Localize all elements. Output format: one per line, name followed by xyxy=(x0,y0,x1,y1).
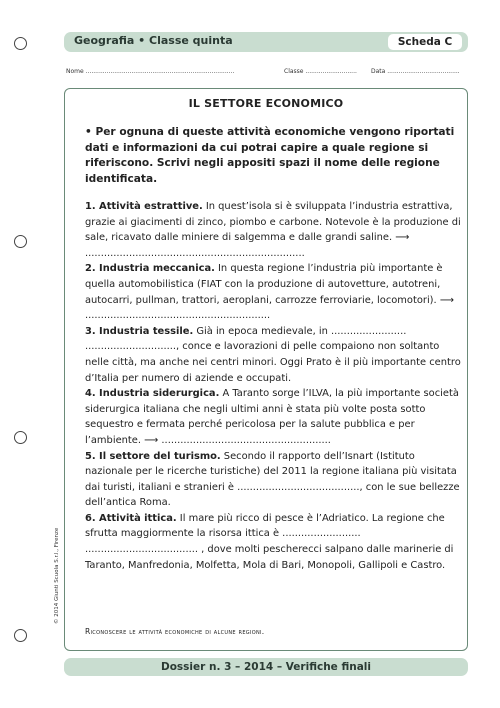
item-text: Già in epoca medievale, in ........................ ............................., conce e lavorazioni di pelle compaiono non soltanto nelle città, ma anche nei centri minori. Oggi Prato è il più importante centro d’Italia per numero di aziende e occupati. xyxy=(85,325,461,384)
exercise-item-3 xyxy=(85,324,461,386)
copyright-note: © 2014 Giunti Scuola S.r.l., Firenze xyxy=(54,527,60,624)
item-text: In quest’isola si è sviluppata l’industria estrattiva, grazie ai giacimenti di zinco, piombo e carbone. Notevole è la produzione di sale, ricavato dalle miniere di salgemma e dalle grandi saline. ⟶ ...................................................................... xyxy=(85,201,461,259)
binder-hole-upper-middle xyxy=(14,235,27,248)
worksheet-title: IL SETTORE ECONOMICO xyxy=(188,97,344,110)
footer-label: Dossier n. 3 – 2014 – Verifiche finali xyxy=(160,661,371,673)
item-label: 1. Attività estrattive. xyxy=(85,201,203,212)
class-field[interactable]: Classe ........................... xyxy=(284,68,357,75)
exercise-item-4 xyxy=(85,386,461,448)
page-footer xyxy=(64,658,468,676)
item-text: Il mare più ricco di pesce è l’Adriatico. La regione che sfrutta maggiormente la risorsa ittica è ......................... .................................... , dove molti pescherecci salpano dalle marinerie di Taranto, Manfredonia, Molfetta, Mola di Bari, Monopoli, Gallipoli e Castro. xyxy=(85,512,454,571)
subject-label: Geografia • Classe quinta xyxy=(74,34,233,47)
instruction-text: • Per ognuna di queste attività economiche vengono riportati dati e informazioni da cui potrai capire a quale regione si riferiscono. Scrivi negli appositi spazi il nome delle regione identificata. xyxy=(85,126,455,185)
item-text: Secondo il rapporto dell’Isnart (Istituto nazionale per le ricerche turistiche) del 2011 la regione italiana più visitata dai turisti, italiani e stranieri è ......................................., con le sue bellezze dell’antica Roma. xyxy=(85,450,460,509)
binder-hole-top xyxy=(14,37,27,50)
exercise-list xyxy=(85,199,461,573)
worksheet-frame xyxy=(64,88,468,651)
scheda-badge: Scheda C xyxy=(388,34,462,50)
learning-objective: Riconoscere le attività economiche di alcune regioni. xyxy=(85,627,265,636)
page-header xyxy=(64,32,468,52)
item-label: 3. Industria tessile. xyxy=(85,325,194,337)
exercise-item-6 xyxy=(85,511,461,573)
name-field[interactable]: Nome .............................................................................. xyxy=(66,68,235,75)
item-label: 5. Il settore del turismo. xyxy=(85,450,221,462)
item-text: In questa regione l’industria più importante è quella automobilistica (FIAT con la produzione di autovetture, autotreni, autocarri, pullman, trattori, aeroplani, carrozze ferroviarie, locomotori). ⟶ ........................................................... xyxy=(85,263,454,322)
binder-hole-lower-middle xyxy=(14,431,27,444)
exercise-item-5 xyxy=(85,449,461,511)
item-text: A Taranto sorge l’ILVA, la più importante società siderurgica italiana che negli ultimi anni è stata più volte posta sotto sequestro e fermata perché pericolosa per la salute pubblica e per l’ambiente. ⟶ ...................................................... xyxy=(85,388,459,446)
exercise-item-1 xyxy=(85,199,461,261)
item-label: 6. Attività ittica. xyxy=(85,512,177,524)
item-label: 4. Industria siderurgica. xyxy=(85,388,220,400)
binder-hole-bottom xyxy=(14,629,27,642)
item-label: 2. Industria meccanica. xyxy=(85,263,215,275)
date-field[interactable]: Data ...................................... xyxy=(371,68,460,75)
exercise-item-2 xyxy=(85,261,461,323)
